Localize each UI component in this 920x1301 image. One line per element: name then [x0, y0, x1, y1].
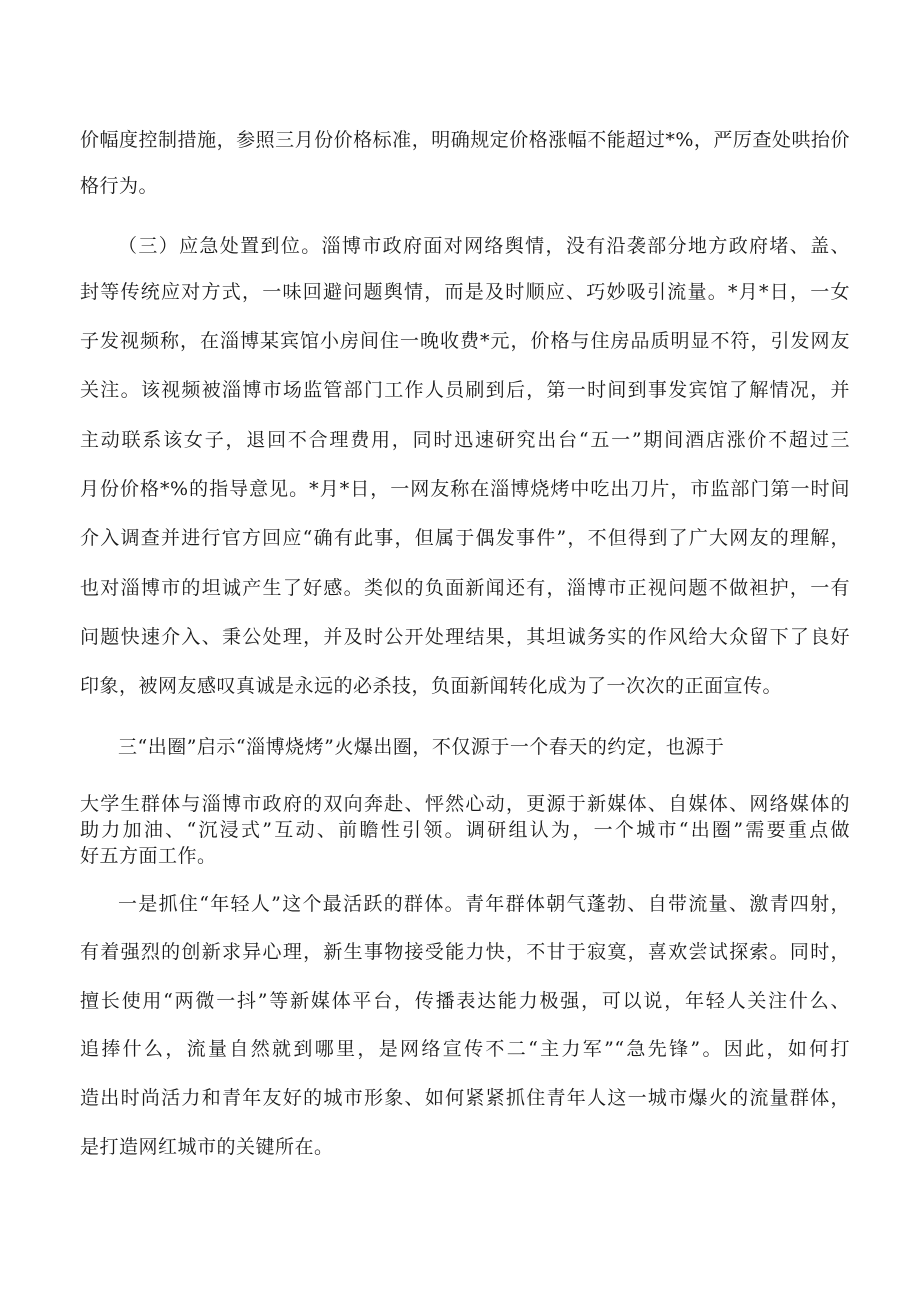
paragraph-line: 关注。该视频被淄博市场监管部门工作人员刷到后，第一时间到事发宾馆了解情况，并 — [80, 379, 850, 401]
paragraph-line: 大学生群体与淄博市政府的双向奔赴、怦然心动，更源于新媒体、自媒体、网络媒体的 — [80, 793, 850, 815]
paragraph-line: 封等传统应对方式，一味回避问题舆情，而是及时顺应、巧妙吸引流量。*月*日，一女 — [80, 281, 850, 303]
paragraph-line: 造出时尚活力和青年友好的城市形象、如何紧紧抓住青年人这一城市爆火的流量群体， — [80, 1087, 850, 1109]
paragraph-line: 有着强烈的创新求异心理，新生事物接受能力快，不甘于寂寞，喜欢尝试探索。同时， — [80, 941, 850, 963]
section-heading-line: （三）应急处置到位。淄博市政府面对网络舆情，没有沿袭部分地方政府堵、盖、 — [118, 235, 850, 257]
paragraph-line: 子发视频称，在淄博某宾馆小房间住一晚收费*元，价格与住房品质明显不符，引发网友 — [80, 330, 850, 352]
paragraph-line: 是打造网红城市的关键所在。 — [80, 1136, 334, 1158]
paragraph-line: 一是抓住“年轻人”这个最活跃的群体。青年群体朝气蓬勃、自带流量、激青四射， — [118, 893, 850, 915]
paragraph-line: 介入调查并进行官方回应“确有此事，但属于偶发事件”，不但得到了广大网友的理解， — [80, 527, 850, 549]
paragraph-line: 价幅度控制措施，参照三月份价格标准，明确规定价格涨幅不能超过*%，严厉查处哄抬价 — [80, 129, 850, 151]
paragraph-line: 助力加油、“沉浸式”互动、前瞻性引领。调研组认为，一个城市“出圈”需要重点做 — [80, 819, 850, 841]
paragraph-line: 追捧什么，流量自然就到哪里，是网络宣传不二“主力军”“急先锋”。因此，如何打 — [80, 1038, 850, 1060]
paragraph-line: 主动联系该女子，退回不合理费用，同时迅速研究出台“五一”期间酒店涨价不超过三 — [80, 429, 850, 451]
paragraph-line: 月份价格*%的指导意见。*月*日，一网友称在淄博烧烤中吃出刀片，市监部门第一时间 — [80, 478, 850, 500]
paragraph-line: 格行为。 — [80, 175, 159, 197]
paragraph-line: 好五方面工作。 — [80, 845, 217, 867]
paragraph-line: 问题快速介入、秉公处理，并及时公开处理结果，其坦诚务实的作风给大众留下了良好 — [80, 626, 850, 648]
paragraph-line: 也对淄博市的坦诚产生了好感。类似的负面新闻还有，淄博市正视问题不做袒护，一有 — [80, 577, 850, 599]
paragraph-line: 擅长使用“两微一抖”等新媒体平台，传播表达能力极强，可以说，年轻人关注什么、 — [80, 990, 850, 1012]
section-heading-line: 三“出圈”启示“淄博烧烤”火爆出圈，不仅源于一个春天的约定，也源于 — [118, 736, 725, 758]
paragraph-line: 印象，被网友感叹真诚是永远的必杀技，负面新闻转化成为了一次次的正面宣传。 — [80, 675, 783, 697]
